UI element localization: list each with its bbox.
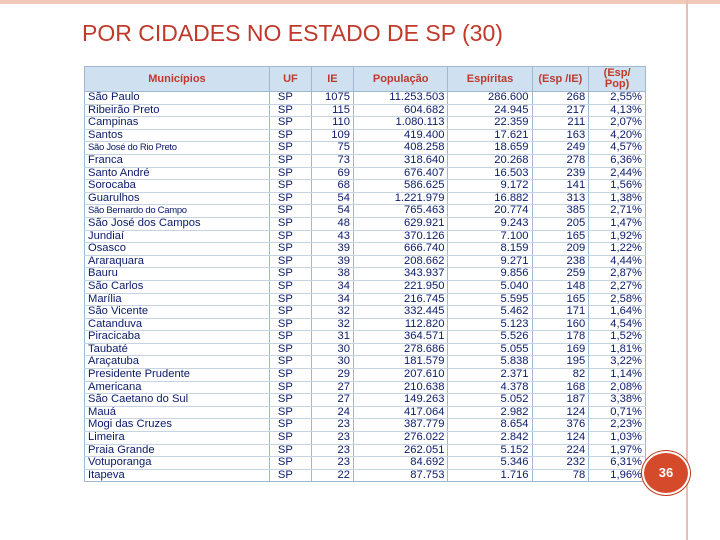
cell-municipio: Piracicaba: [85, 331, 270, 344]
cell-esp-ie: 165: [532, 230, 589, 243]
cell-populacao: 318.640: [353, 154, 448, 167]
cell-uf: SP: [269, 154, 311, 167]
cell-uf: SP: [269, 167, 311, 180]
cell-esp-ie: 187: [532, 394, 589, 407]
table-row: [85, 444, 646, 457]
cell-ie: 31: [311, 331, 353, 344]
cell-uf: SP: [269, 217, 311, 230]
table-row: [85, 142, 646, 155]
cell-municipio: Limeira: [85, 432, 270, 445]
cell-municipio: São Carlos: [85, 280, 270, 293]
slide-title: POR CIDADES NO ESTADO DE SP (30): [82, 20, 503, 46]
cell-municipio: Santo André: [85, 167, 270, 180]
header-esp-ie: (Esp /IE): [532, 67, 589, 92]
cell-municipio: Araçatuba: [85, 356, 270, 369]
cell-ie: 39: [311, 243, 353, 256]
cell-esp-ie: 209: [532, 243, 589, 256]
cell-municipio: Franca: [85, 154, 270, 167]
cell-esp-ie: 224: [532, 444, 589, 457]
cell-populacao: 343.937: [353, 268, 448, 281]
cell-ie: 1075: [311, 92, 353, 105]
cell-espiritas: 9.856: [448, 268, 532, 281]
cell-esp-pop: 2,87%: [589, 268, 646, 281]
cell-municipio: Americana: [85, 381, 270, 394]
cell-esp-pop: 3,22%: [589, 356, 646, 369]
header-uf: UF: [269, 67, 311, 92]
cell-esp-pop: 2,23%: [589, 419, 646, 432]
cell-ie: 23: [311, 419, 353, 432]
cell-uf: SP: [269, 192, 311, 205]
table-row: [85, 104, 646, 117]
cell-populacao: 676.407: [353, 167, 448, 180]
cell-espiritas: 9.172: [448, 180, 532, 193]
cell-esp-pop: 6,31%: [589, 457, 646, 470]
cell-populacao: 276.022: [353, 432, 448, 445]
cell-esp-pop: 1,96%: [589, 469, 646, 482]
cell-uf: SP: [269, 117, 311, 130]
cell-uf: SP: [269, 104, 311, 117]
cell-espiritas: 5.838: [448, 356, 532, 369]
cell-ie: 29: [311, 369, 353, 382]
header-esp-pop: (Esp/ Pop): [589, 67, 646, 92]
cell-espiritas: 1.716: [448, 469, 532, 482]
cell-ie: 34: [311, 280, 353, 293]
cell-esp-ie: 124: [532, 406, 589, 419]
cell-espiritas: 9.271: [448, 255, 532, 268]
cell-uf: SP: [269, 205, 311, 218]
cell-populacao: 181.579: [353, 356, 448, 369]
cell-municipio: São Bernardo do Campo: [85, 205, 270, 218]
cell-uf: SP: [269, 457, 311, 470]
table-row: [85, 394, 646, 407]
cell-esp-pop: 4,54%: [589, 318, 646, 331]
cell-ie: 38: [311, 268, 353, 281]
table-row: [85, 419, 646, 432]
cell-municipio: São Vicente: [85, 306, 270, 319]
cell-populacao: 408.258: [353, 142, 448, 155]
table-row: [85, 381, 646, 394]
cell-espiritas: 2.842: [448, 432, 532, 445]
table-row: [85, 129, 646, 142]
cell-ie: 75: [311, 142, 353, 155]
cell-municipio: Itapeva: [85, 469, 270, 482]
cell-esp-ie: 249: [532, 142, 589, 155]
cell-ie: 110: [311, 117, 353, 130]
cell-uf: SP: [269, 180, 311, 193]
table-row: [85, 369, 646, 382]
cell-espiritas: 8.654: [448, 419, 532, 432]
cell-populacao: 87.753: [353, 469, 448, 482]
cell-esp-ie: 165: [532, 293, 589, 306]
cell-populacao: 370.126: [353, 230, 448, 243]
cell-municipio: Osasco: [85, 243, 270, 256]
cell-municipio: Mogi das Cruzes: [85, 419, 270, 432]
cell-esp-pop: 2,07%: [589, 117, 646, 130]
side-decorative-rule: [686, 0, 688, 540]
cell-esp-ie: 78: [532, 469, 589, 482]
table-body: [85, 92, 646, 482]
cell-esp-ie: 148: [532, 280, 589, 293]
table-row: [85, 180, 646, 193]
cell-ie: 73: [311, 154, 353, 167]
cell-espiritas: 24.945: [448, 104, 532, 117]
cell-municipio: Jundiaí: [85, 230, 270, 243]
cell-populacao: 387.779: [353, 419, 448, 432]
header-ie: IE: [311, 67, 353, 92]
cell-uf: SP: [269, 92, 311, 105]
cell-populacao: 208.662: [353, 255, 448, 268]
table-row: [85, 318, 646, 331]
cell-populacao: 210.638: [353, 381, 448, 394]
cell-populacao: 586.625: [353, 180, 448, 193]
cell-municipio: Araraquara: [85, 255, 270, 268]
cell-ie: 30: [311, 343, 353, 356]
cell-espiritas: 22.359: [448, 117, 532, 130]
cell-municipio: Sorocaba: [85, 180, 270, 193]
header-municipios: Municípios: [85, 67, 270, 92]
cell-esp-pop: 1,64%: [589, 306, 646, 319]
cell-esp-pop: 1,52%: [589, 331, 646, 344]
cell-esp-ie: 268: [532, 92, 589, 105]
cell-municipio: Taubaté: [85, 343, 270, 356]
cell-espiritas: 8.159: [448, 243, 532, 256]
cell-municipio: Catanduva: [85, 318, 270, 331]
cell-ie: 54: [311, 192, 353, 205]
cell-espiritas: 9.243: [448, 217, 532, 230]
cities-table-container: [84, 66, 646, 481]
cell-esp-pop: 1,92%: [589, 230, 646, 243]
table-row: [85, 205, 646, 218]
cell-populacao: 1.080.113: [353, 117, 448, 130]
cell-esp-pop: 1,97%: [589, 444, 646, 457]
cell-populacao: 1.221.979: [353, 192, 448, 205]
cell-esp-ie: 232: [532, 457, 589, 470]
cell-populacao: 221.950: [353, 280, 448, 293]
cell-uf: SP: [269, 469, 311, 482]
cell-populacao: 149.263: [353, 394, 448, 407]
cell-espiritas: 7.100: [448, 230, 532, 243]
cell-espiritas: 5.595: [448, 293, 532, 306]
cell-uf: SP: [269, 306, 311, 319]
cell-esp-pop: 2,44%: [589, 167, 646, 180]
cell-esp-ie: 82: [532, 369, 589, 382]
table-row: [85, 432, 646, 445]
cell-populacao: 216.745: [353, 293, 448, 306]
cell-esp-ie: 313: [532, 192, 589, 205]
table-row: [85, 230, 646, 243]
cell-esp-ie: 385: [532, 205, 589, 218]
cell-ie: 30: [311, 356, 353, 369]
cell-ie: 109: [311, 129, 353, 142]
cell-populacao: 666.740: [353, 243, 448, 256]
cell-uf: SP: [269, 142, 311, 155]
cell-ie: 68: [311, 180, 353, 193]
cell-uf: SP: [269, 432, 311, 445]
table-row: [85, 306, 646, 319]
cell-municipio: São Caetano do Sul: [85, 394, 270, 407]
cell-esp-pop: 2,58%: [589, 293, 646, 306]
table-row: [85, 117, 646, 130]
cell-espiritas: 286.600: [448, 92, 532, 105]
cell-espiritas: 5.052: [448, 394, 532, 407]
cell-municipio: Presidente Prudente: [85, 369, 270, 382]
cell-ie: 69: [311, 167, 353, 180]
cell-uf: SP: [269, 293, 311, 306]
cell-municipio: Bauru: [85, 268, 270, 281]
cell-esp-pop: 4,20%: [589, 129, 646, 142]
cell-esp-pop: 2,55%: [589, 92, 646, 105]
cell-ie: 115: [311, 104, 353, 117]
table-row: [85, 280, 646, 293]
table-row: [85, 154, 646, 167]
cell-espiritas: 2.371: [448, 369, 532, 382]
cell-esp-ie: 238: [532, 255, 589, 268]
cell-populacao: 417.064: [353, 406, 448, 419]
cell-espiritas: 2.982: [448, 406, 532, 419]
table-row: [85, 457, 646, 470]
cell-uf: SP: [269, 255, 311, 268]
cell-esp-pop: 6,36%: [589, 154, 646, 167]
cell-ie: 24: [311, 406, 353, 419]
cell-esp-pop: 1,81%: [589, 343, 646, 356]
cell-espiritas: 20.268: [448, 154, 532, 167]
cell-esp-pop: 1,03%: [589, 432, 646, 445]
cell-esp-ie: 171: [532, 306, 589, 319]
cell-uf: SP: [269, 318, 311, 331]
cell-uf: SP: [269, 129, 311, 142]
cell-espiritas: 5.152: [448, 444, 532, 457]
cell-esp-pop: 0,71%: [589, 406, 646, 419]
cell-espiritas: 16.882: [448, 192, 532, 205]
cell-esp-pop: 4,44%: [589, 255, 646, 268]
cell-uf: SP: [269, 369, 311, 382]
cell-esp-pop: 1,56%: [589, 180, 646, 193]
table-row: [85, 406, 646, 419]
cell-populacao: 332.445: [353, 306, 448, 319]
cell-esp-ie: 239: [532, 167, 589, 180]
cell-municipio: São José do Rio Preto: [85, 142, 270, 155]
cell-esp-pop: 2,27%: [589, 280, 646, 293]
header-populacao: População: [353, 67, 448, 92]
cell-municipio: Santos: [85, 129, 270, 142]
table-row: [85, 92, 646, 105]
cell-uf: SP: [269, 444, 311, 457]
cell-uf: SP: [269, 268, 311, 281]
cell-ie: 54: [311, 205, 353, 218]
cell-municipio: Praia Grande: [85, 444, 270, 457]
cell-municipio: Ribeirão Preto: [85, 104, 270, 117]
cell-ie: 23: [311, 432, 353, 445]
table-row: [85, 469, 646, 482]
cell-espiritas: 5.526: [448, 331, 532, 344]
cell-ie: 27: [311, 394, 353, 407]
cell-municipio: São José dos Campos: [85, 217, 270, 230]
cell-espiritas: 16.503: [448, 167, 532, 180]
cell-espiritas: 5.346: [448, 457, 532, 470]
cell-esp-ie: 259: [532, 268, 589, 281]
cell-ie: 39: [311, 255, 353, 268]
cell-uf: SP: [269, 230, 311, 243]
table-row: [85, 356, 646, 369]
cell-esp-pop: 1,14%: [589, 369, 646, 382]
cell-uf: SP: [269, 381, 311, 394]
table-row: [85, 192, 646, 205]
cell-esp-ie: 217: [532, 104, 589, 117]
cell-municipio: Marília: [85, 293, 270, 306]
cell-esp-ie: 160: [532, 318, 589, 331]
cell-municipio: Campinas: [85, 117, 270, 130]
cell-espiritas: 20.774: [448, 205, 532, 218]
cell-ie: 32: [311, 306, 353, 319]
cell-populacao: 604.682: [353, 104, 448, 117]
table-row: [85, 167, 646, 180]
cell-esp-pop: 4,57%: [589, 142, 646, 155]
cell-populacao: 11.253.503: [353, 92, 448, 105]
table-header-row: [85, 67, 646, 92]
cell-ie: 23: [311, 444, 353, 457]
table-row: [85, 293, 646, 306]
cell-ie: 23: [311, 457, 353, 470]
table-row: [85, 268, 646, 281]
cell-espiritas: 5.462: [448, 306, 532, 319]
cell-espiritas: 4.378: [448, 381, 532, 394]
cell-esp-ie: 124: [532, 432, 589, 445]
cell-esp-pop: 3,38%: [589, 394, 646, 407]
header-espiritas: Espíritas: [448, 67, 532, 92]
cell-esp-pop: 1,22%: [589, 243, 646, 256]
cell-uf: SP: [269, 356, 311, 369]
cell-municipio: Mauá: [85, 406, 270, 419]
top-decorative-rule: [0, 0, 720, 4]
cell-espiritas: 17.621: [448, 129, 532, 142]
cell-esp-ie: 195: [532, 356, 589, 369]
cell-esp-pop: 4,13%: [589, 104, 646, 117]
cell-esp-ie: 278: [532, 154, 589, 167]
cell-municipio: São Paulo: [85, 92, 270, 105]
cell-esp-pop: 1,47%: [589, 217, 646, 230]
table-row: [85, 217, 646, 230]
cell-populacao: 419.400: [353, 129, 448, 142]
table-row: [85, 331, 646, 344]
cell-populacao: 364.571: [353, 331, 448, 344]
cell-esp-ie: 211: [532, 117, 589, 130]
cell-populacao: 84.692: [353, 457, 448, 470]
table-row: [85, 255, 646, 268]
cell-uf: SP: [269, 394, 311, 407]
cell-uf: SP: [269, 331, 311, 344]
cell-esp-ie: 168: [532, 381, 589, 394]
cell-esp-pop: 1,38%: [589, 192, 646, 205]
cell-espiritas: 5.055: [448, 343, 532, 356]
cell-ie: 34: [311, 293, 353, 306]
cell-uf: SP: [269, 280, 311, 293]
cell-esp-pop: 2,71%: [589, 205, 646, 218]
cell-ie: 32: [311, 318, 353, 331]
cities-table: [84, 66, 646, 482]
cell-ie: 22: [311, 469, 353, 482]
page-number-badge: 36: [642, 451, 690, 495]
cell-uf: SP: [269, 343, 311, 356]
cell-populacao: 765.463: [353, 205, 448, 218]
cell-ie: 48: [311, 217, 353, 230]
cell-esp-ie: 141: [532, 180, 589, 193]
cell-espiritas: 5.040: [448, 280, 532, 293]
cell-esp-pop: 2,08%: [589, 381, 646, 394]
table-row: [85, 343, 646, 356]
cell-populacao: 262.051: [353, 444, 448, 457]
cell-esp-ie: 178: [532, 331, 589, 344]
cell-esp-ie: 205: [532, 217, 589, 230]
cell-esp-ie: 376: [532, 419, 589, 432]
cell-uf: SP: [269, 243, 311, 256]
cell-esp-ie: 169: [532, 343, 589, 356]
cell-populacao: 207.610: [353, 369, 448, 382]
table-row: [85, 243, 646, 256]
cell-municipio: Guarulhos: [85, 192, 270, 205]
cell-espiritas: 18.659: [448, 142, 532, 155]
cell-esp-ie: 163: [532, 129, 589, 142]
cell-populacao: 278.686: [353, 343, 448, 356]
cell-ie: 27: [311, 381, 353, 394]
cell-ie: 43: [311, 230, 353, 243]
cell-municipio: Votuporanga: [85, 457, 270, 470]
cell-populacao: 112.820: [353, 318, 448, 331]
cell-uf: SP: [269, 419, 311, 432]
cell-espiritas: 5.123: [448, 318, 532, 331]
cell-uf: SP: [269, 406, 311, 419]
cell-populacao: 629.921: [353, 217, 448, 230]
